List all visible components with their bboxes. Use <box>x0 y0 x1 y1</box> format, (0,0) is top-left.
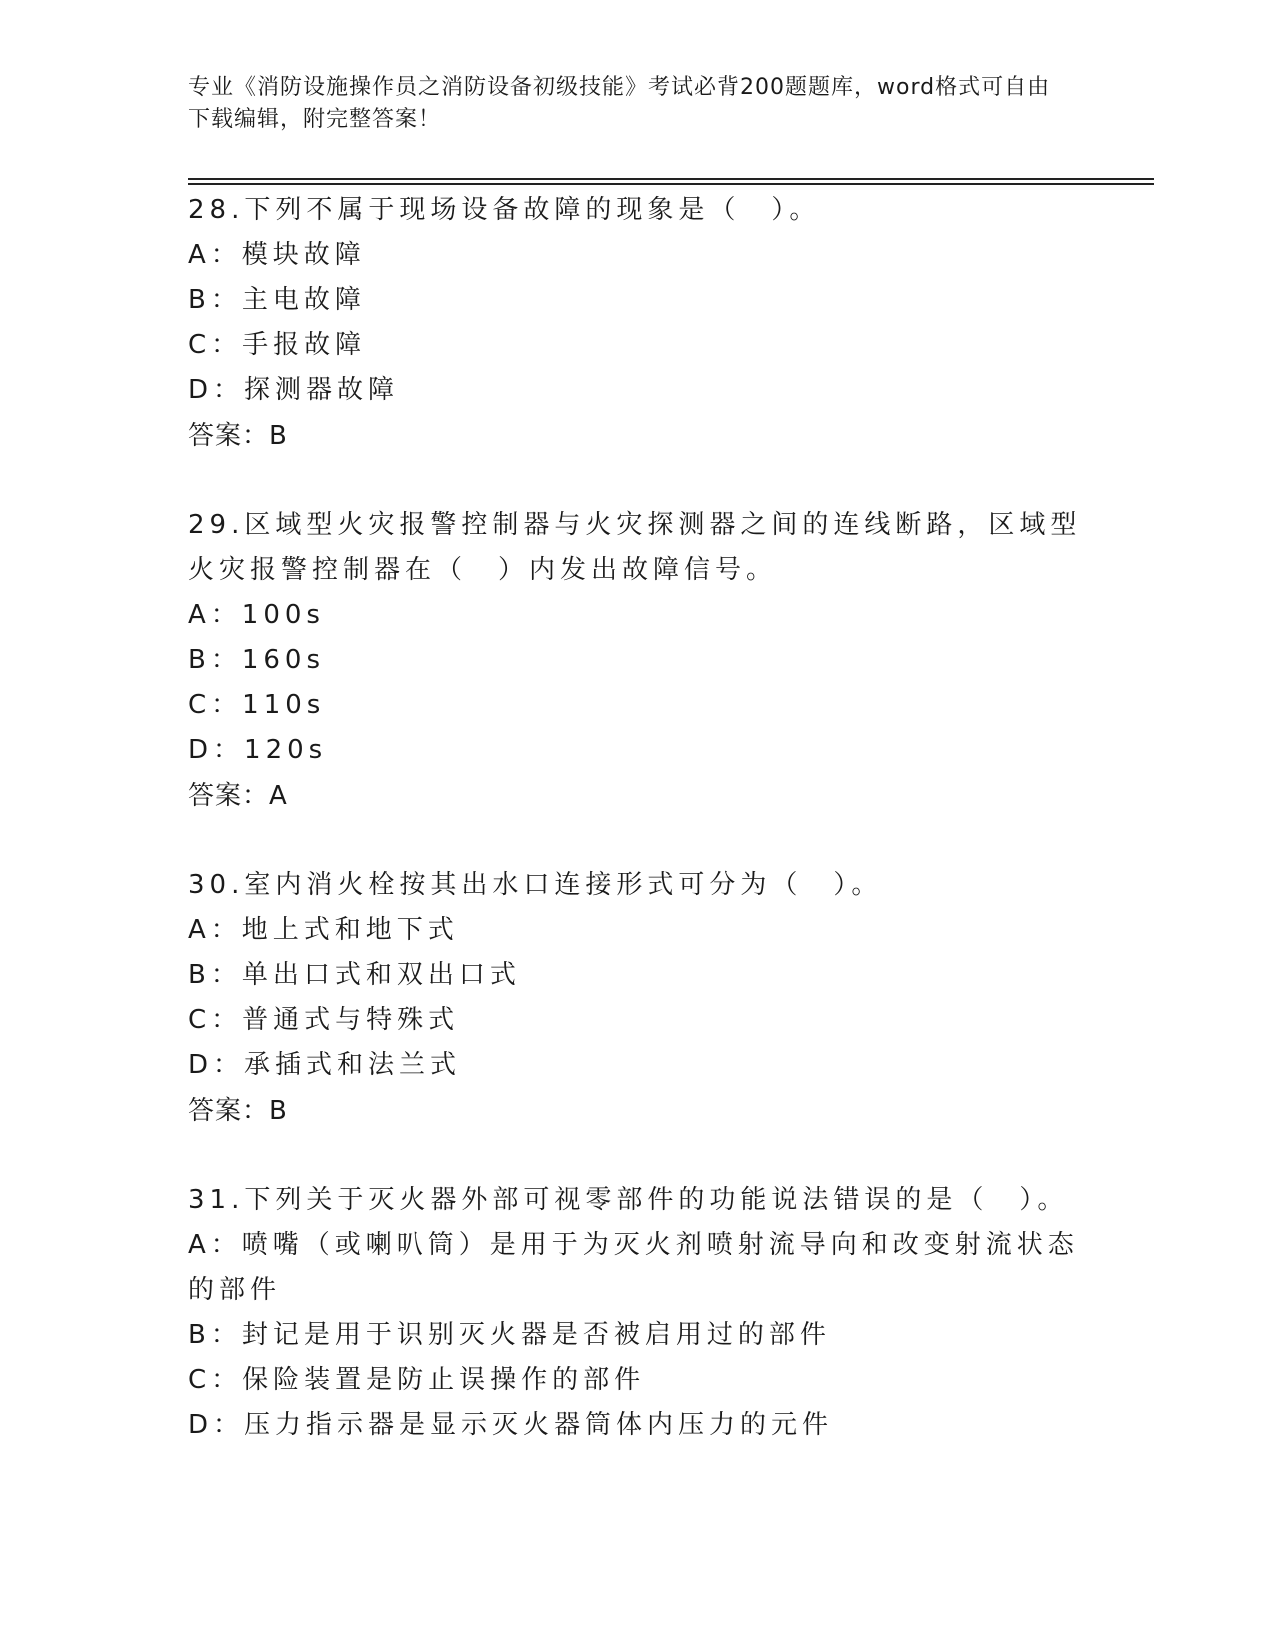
document-header: 专业《消防设施操作员之消防设备初级技能》考试必背200题题库，word格式可自由下载编辑，附完整答案！ <box>188 75 1051 132</box>
option-b: B：封记是用于识别灭火器是否被启用过的部件 <box>188 1320 831 1350</box>
option-b: B：160s <box>188 645 326 675</box>
option-a: A：地上式和地下式 <box>188 915 459 945</box>
header-divider-bottom <box>188 183 1154 185</box>
answer: 答案：B <box>188 1096 288 1126</box>
option-d: D：120s <box>188 735 328 765</box>
answer: 答案：B <box>188 421 288 451</box>
option-a: A：喷嘴（或喇叭筒）是用于为灭火剂喷射流导向和改变射流状态的部件 <box>188 1230 1079 1305</box>
question-28 <box>188 188 1088 459</box>
question-spacer <box>188 459 1088 503</box>
question-spacer <box>188 819 1088 863</box>
option-c: C：保险装置是防止误操作的部件 <box>188 1365 646 1395</box>
question-stem: 28.下列不属于现场设备故障的现象是（ ）。 <box>188 195 821 225</box>
option-d: D：压力指示器是显示灭火器筒体内压力的元件 <box>188 1410 834 1440</box>
question-spacer <box>188 1134 1088 1178</box>
option-a: A：100s <box>188 600 325 630</box>
question-29 <box>188 503 1088 819</box>
question-stem: 29.区域型火灾报警控制器与火灾探测器之间的连线断路，区域型火灾报警控制器在（ ）内发出故障信号。 <box>188 510 1082 585</box>
option-c: C：110s <box>188 690 326 720</box>
option-c: C：普通式与特殊式 <box>188 1005 460 1035</box>
question-list <box>188 188 1088 1448</box>
question-31 <box>188 1178 1088 1448</box>
question-stem: 31.下列关于灭火器外部可视零部件的功能说法错误的是（ ）。 <box>188 1185 1069 1215</box>
question-stem: 30.室内消火栓按其出水口连接形式可分为（ ）。 <box>188 870 883 900</box>
option-c: C：手报故障 <box>188 330 367 360</box>
option-d: D：承插式和法兰式 <box>188 1050 462 1080</box>
option-b: B：单出口式和双出口式 <box>188 960 521 990</box>
header-divider-top <box>188 178 1154 180</box>
question-30 <box>188 863 1088 1134</box>
answer: 答案：A <box>188 781 288 811</box>
option-d: D：探测器故障 <box>188 375 400 405</box>
option-a: A：模块故障 <box>188 240 366 270</box>
option-b: B：主电故障 <box>188 285 366 315</box>
